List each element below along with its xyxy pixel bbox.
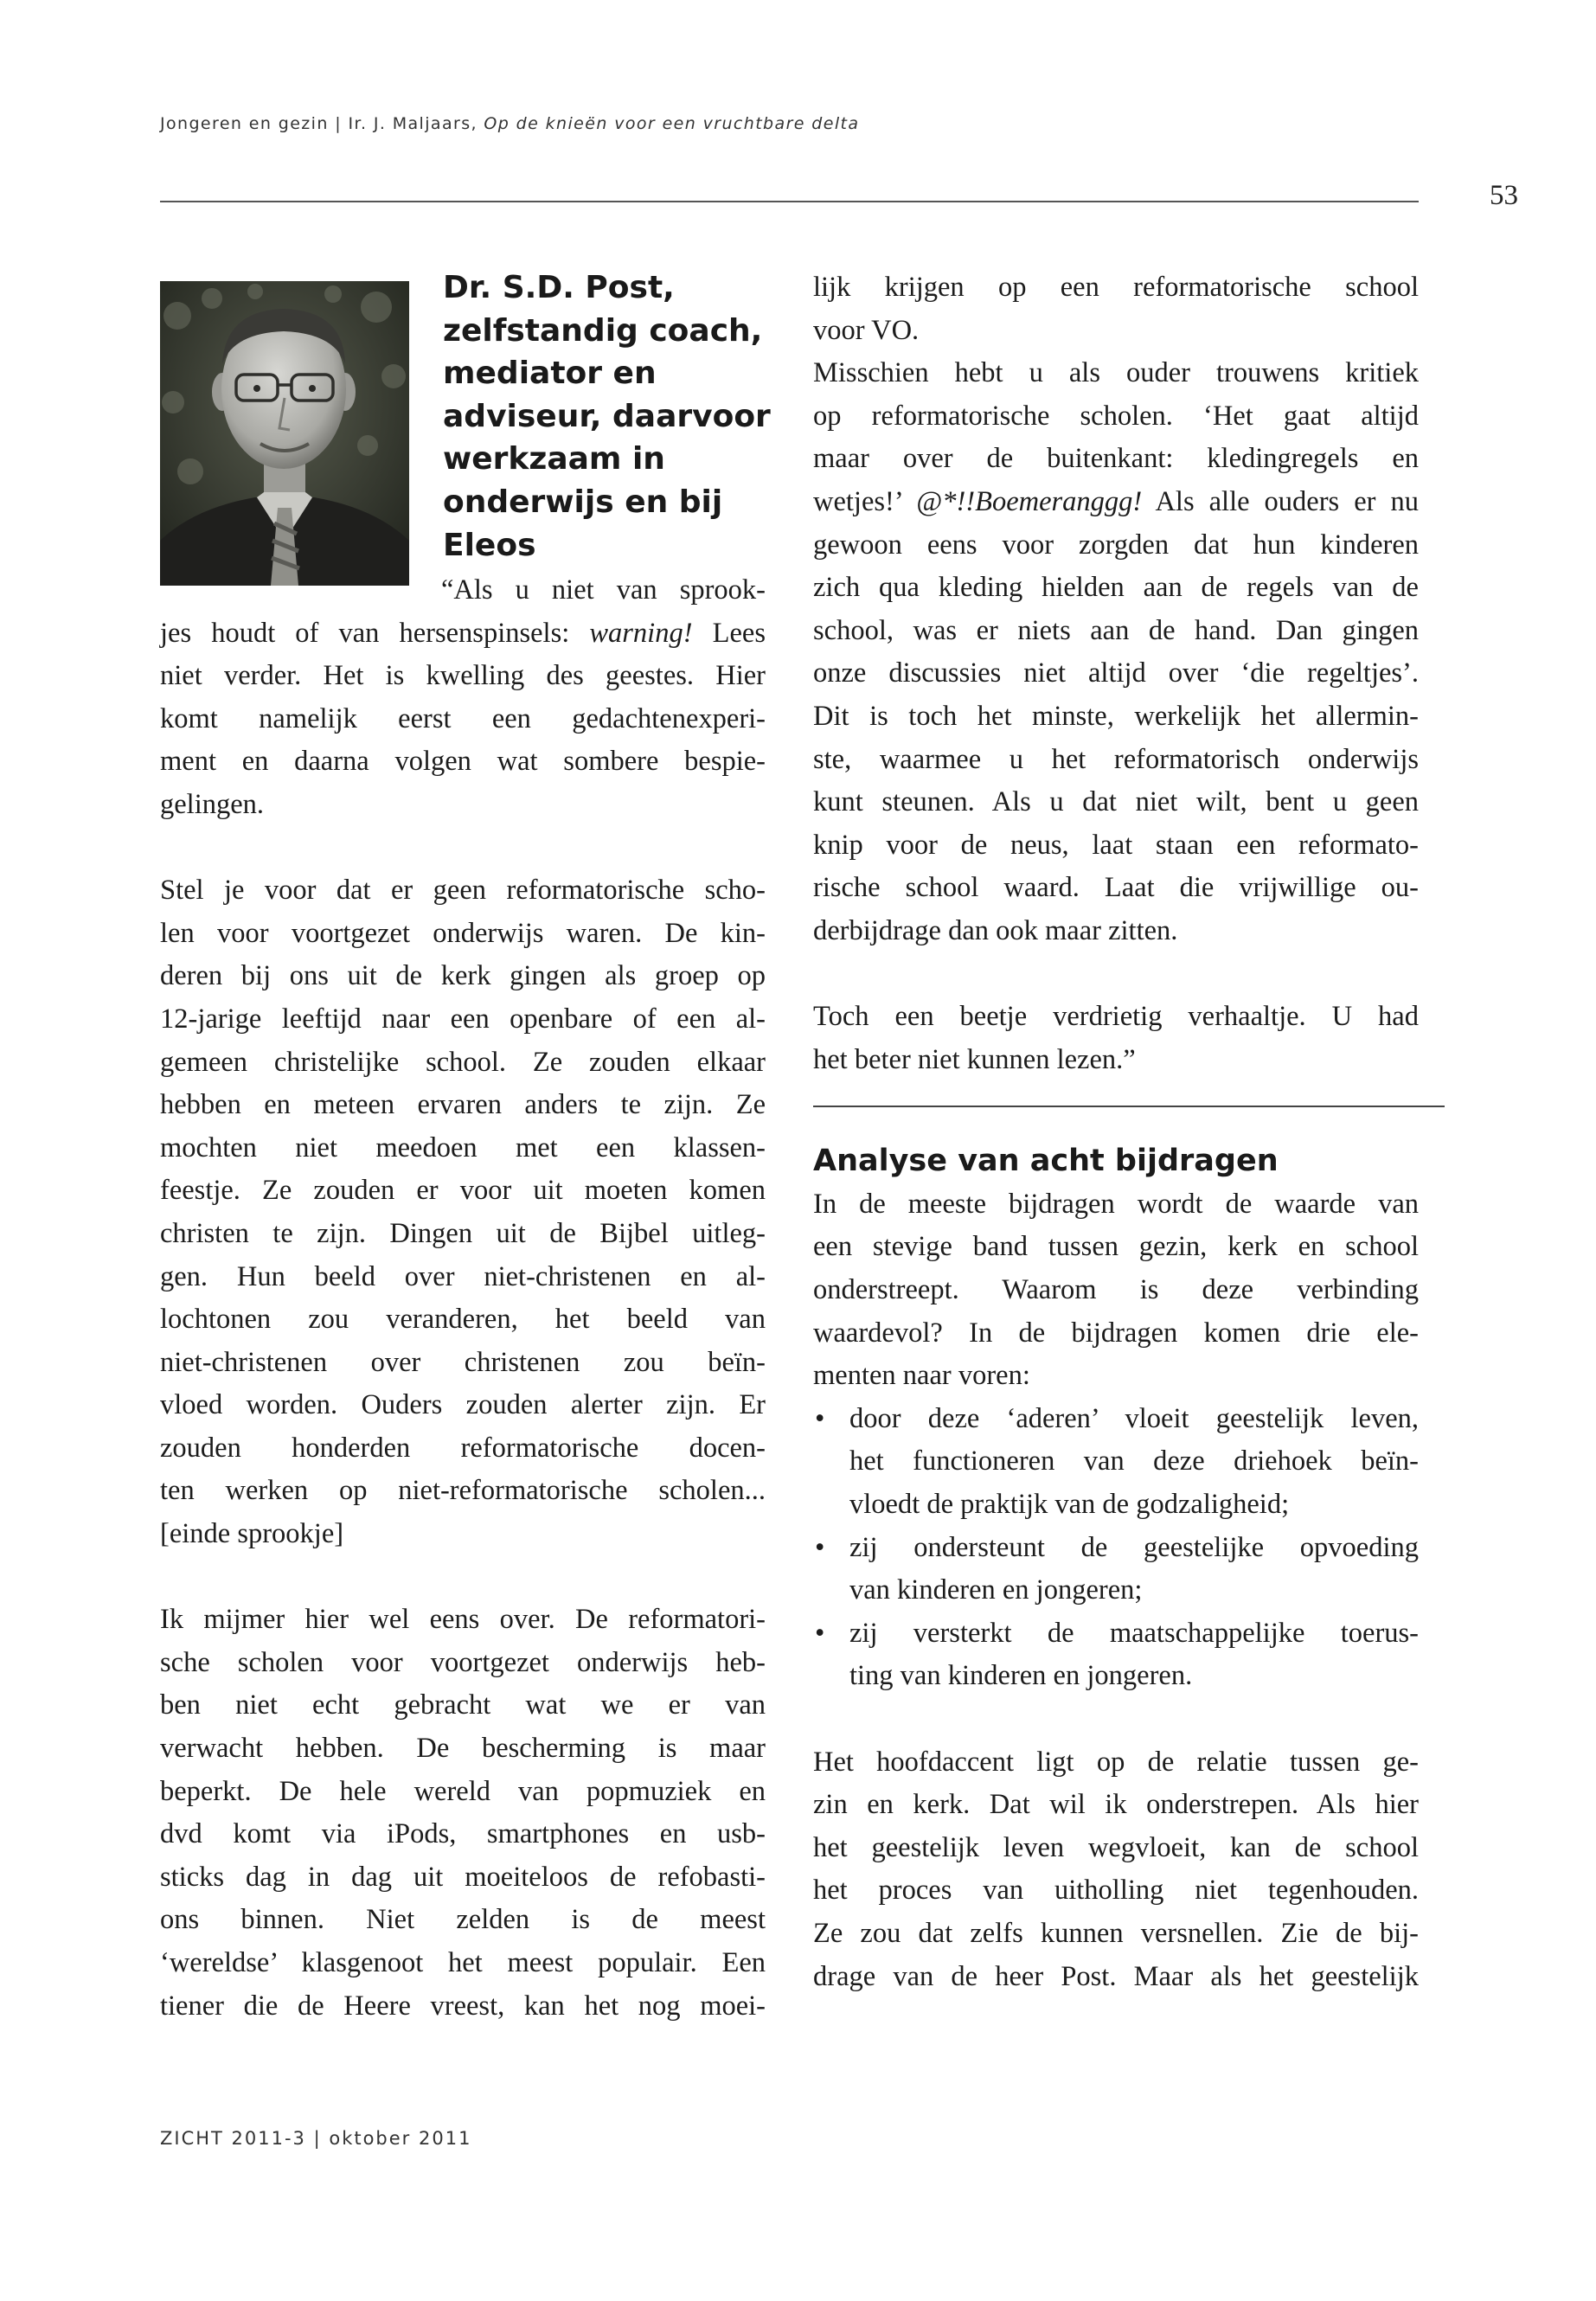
text-line: “Als u niet van sprook-	[441, 574, 766, 606]
paragraph-closing-quote	[813, 996, 1419, 1081]
text-line: mochten niet meedoen met een klassen-	[160, 1131, 766, 1163]
text-line: feestje. Ze zouden er voor uit moeten komen	[160, 1175, 766, 1207]
text-line: Ze zou dat zelfs kunnen versnellen. Zie de bij-	[813, 1917, 1419, 1949]
text-line: In de meeste bijdragen wordt de waarde van	[813, 1188, 1419, 1220]
author-heading-line: onderwijs en bij	[443, 484, 723, 520]
text-line: vloedt de praktijk van de godzaligheid;	[849, 1489, 1290, 1521]
text-line: beperkt. De hele wereld van popmuziek en	[160, 1775, 766, 1807]
text-line: school, was er niets aan de hand. Dan gingen	[813, 614, 1419, 646]
text-line: menten naar voren:	[813, 1360, 1030, 1392]
bullet-marker: •	[815, 1402, 825, 1434]
text-line: ‘wereldse’ klasgenoot het meest populair. Een	[160, 1947, 766, 1978]
text-line: een stevige band tussen gezin, kerk en school	[813, 1231, 1419, 1263]
text-line: sticks dag in dag uit moeiteloos de refobasti-	[160, 1861, 766, 1893]
text-line: Toch een beetje verdrietig verhaaltje. U had	[813, 1001, 1419, 1033]
text-line: gelingen.	[160, 788, 265, 820]
text-line: Dit is toch het minste, werkelijk het allermin-	[813, 700, 1419, 732]
text-line: knip voor de neus, laat staan een reformato-	[813, 829, 1419, 861]
header-rule	[160, 201, 1419, 202]
text-line: deren bij ons uit de kerk gingen als groep op	[160, 960, 766, 992]
text-line: komt namelijk eerst een gedachtenexperi-	[160, 702, 766, 734]
author-heading-line: werkzaam in	[443, 441, 665, 478]
text-line: dvd komt via iPods, smartphones en usb-	[160, 1818, 766, 1850]
text-line: 12-jarige leeftijd naar een openbare of een al-	[160, 1003, 766, 1035]
text-line: onze discussies niet altijd over ‘die regeltjes’.	[813, 657, 1419, 689]
paragraph-thought-experiment	[160, 869, 766, 1556]
text-line: [einde sprookje]	[160, 1518, 344, 1550]
text-line: onderstreept. Waarom is deze verbinding	[813, 1274, 1419, 1306]
paragraph-analysis	[813, 1183, 1419, 1398]
text-line: zin en kerk. Dat wil ik onderstrepen. Als hier	[813, 1789, 1419, 1821]
text-line: van kinderen en jongeren;	[849, 1574, 1143, 1606]
text-line: tiener die de Heere vreest, kan het nog moei-	[160, 1990, 766, 2022]
text-line: vloed worden. Ouders zouden alerter zijn. Er	[160, 1389, 766, 1421]
text-line	[160, 612, 766, 656]
text-line: zij versterkt de maatschappelijke toerus-	[849, 1617, 1419, 1649]
text-line: ben niet echt gebracht wat we er van	[160, 1689, 766, 1721]
paragraph-reflection	[160, 1599, 766, 2028]
text-line: maar over de buitenkant: kledingregels en	[813, 443, 1419, 475]
text-line: ten werken op niet-reformatorische scholen...	[160, 1475, 766, 1507]
text-fragment: Lees	[692, 617, 766, 649]
text-line: ting van kinderen en jongeren.	[849, 1660, 1193, 1692]
italic-boemerang: @*!!Boemeranggg!	[916, 485, 1143, 517]
author-heading-line: Dr. S.D. Post,	[443, 270, 675, 305]
text-line: zich qua kleding hielden aan de regels van de	[813, 572, 1419, 604]
text-line: sche scholen voor voortgezet onderwijs heb-	[160, 1646, 766, 1678]
text-line: het geestelijk leven wegvloeit, kan de school	[813, 1831, 1419, 1863]
text-line: verwacht hebben. De bescherming is maar	[160, 1733, 766, 1765]
text-line: christen te zijn. Dingen uit de Bijbel uitleg-	[160, 1217, 766, 1249]
bullet-item	[813, 1612, 1419, 1698]
text-line: door deze ‘aderen’ vloeit geestelijk leven,	[849, 1402, 1419, 1434]
author-heading	[443, 266, 771, 567]
author-heading-line: Eleos	[443, 527, 536, 563]
page-number: 53	[1490, 180, 1518, 211]
bullet-item	[813, 1527, 1419, 1612]
text-line: len voor voortgezet onderwijs waren. De kin-	[160, 917, 766, 949]
right-column	[813, 266, 1419, 1998]
text-line: het proces van uitholling niet tegenhouden.	[813, 1875, 1419, 1907]
running-head-title: Op de knieën voor een vruchtbare delta	[484, 114, 860, 133]
author-heading-line: adviseur, daarvoor	[443, 398, 771, 434]
text-line: lochtonen zou veranderen, het beeld van	[160, 1304, 766, 1336]
text-line: waardevol? In de bijdragen komen drie ele-	[813, 1317, 1419, 1349]
text-line: ment en daarna volgen wat sombere bespie-	[160, 746, 766, 778]
italic-warning: warning!	[589, 617, 693, 649]
text-line: gen. Hun beeld over niet-christenen en al-	[160, 1260, 766, 1292]
text-line: rische school waard. Laat die vrijwillige ou-	[813, 872, 1419, 904]
text-line: op reformatorische scholen. ‘Het gaat altijd	[813, 400, 1419, 432]
left-column	[160, 569, 766, 2028]
bullet-item	[813, 1398, 1419, 1527]
text-line: gewoon eens voor zorgden dat hun kinderen	[813, 529, 1419, 561]
text-line: kunt steunen. Als u dat niet wilt, bent u geen	[813, 786, 1419, 818]
text-fragment: wetjes!’	[813, 485, 917, 517]
section-divider	[813, 1106, 1445, 1107]
section-heading: Analyse van acht bijdragen	[813, 1144, 1279, 1179]
paragraph-continuation	[813, 266, 1419, 352]
text-line: Ik mijmer hier wel eens over. De reformatori-	[160, 1604, 766, 1636]
bullet-marker: •	[815, 1531, 825, 1563]
running-head	[160, 114, 859, 133]
text-line: hebben en meteen ervaren anders te zijn. Ze	[160, 1089, 766, 1121]
text-line: drage van de heer Post. Maar als het geestelijk	[813, 1960, 1419, 1992]
text-line: Stel je voor dat er geen reformatorische scho-	[160, 875, 766, 907]
text-line: niet verder. Het is kwelling des geestes. Hier	[160, 660, 766, 692]
author-heading-line: zelfstandig coach,	[443, 312, 763, 349]
text-line: Misschien hebt u als ouder trouwens kritiek	[813, 357, 1419, 389]
footer: ZICHT 2011-3 | oktober 2011	[160, 2128, 472, 2149]
text-line: niet-christenen over christenen zou beïn-	[160, 1346, 766, 1378]
text-fragment: jes houdt of van hersenspinsels:	[160, 617, 590, 649]
text-line: het functioneren van deze driehoek beïn-	[849, 1445, 1419, 1477]
text-line	[813, 481, 1419, 524]
text-line: voor VO.	[813, 314, 920, 346]
paragraph-main-accent	[813, 1741, 1419, 1999]
text-line: derbijdrage dan ook maar zitten.	[813, 914, 1178, 946]
bullet-marker: •	[815, 1617, 825, 1649]
text-line: zij ondersteunt de geestelijke opvoeding	[849, 1531, 1419, 1563]
text-fragment: Als alle ouders er nu	[1142, 485, 1419, 517]
paragraph-criticism	[813, 352, 1419, 952]
text-line: zouden honderden reformatorische docen-	[160, 1432, 766, 1464]
text-line: het beter niet kunnen lezen.”	[813, 1043, 1136, 1075]
text-line: lijk krijgen op een reformatorische school	[813, 272, 1419, 303]
text-line: ons binnen. Niet zelden is de meest	[160, 1904, 766, 1936]
text-line: ste, waarmee u het reformatorisch onderwijs	[813, 743, 1419, 775]
intro-paragraph	[160, 569, 766, 827]
text-line: Het hoofdaccent ligt op de relatie tussen ge-	[813, 1746, 1419, 1778]
author-heading-line: mediator en	[443, 356, 657, 392]
text-line: gemeen christelijke school. Ze zouden elkaar	[160, 1046, 766, 1078]
running-head-section: Jongeren en gezin | Ir. J. Maljaars,	[160, 114, 484, 133]
author-photo	[160, 281, 409, 586]
